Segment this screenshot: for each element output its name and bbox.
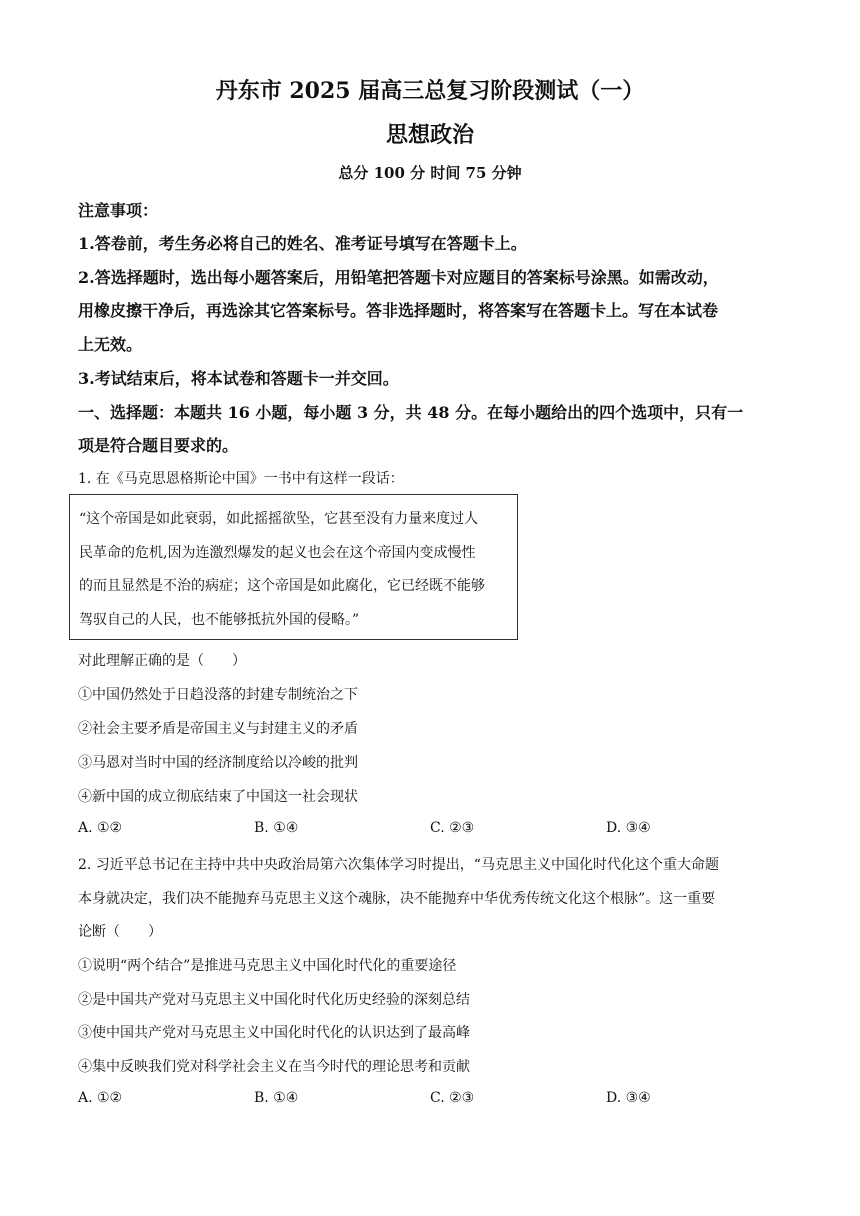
option-c[interactable]: C. ②③: [430, 820, 475, 836]
notice-line: 3.考试结束后，将本试卷和答题卡一并交回。: [78, 369, 399, 388]
option-d[interactable]: D. ③④: [606, 1090, 651, 1106]
subject-title: 思想政治: [385, 122, 474, 148]
section-heading: 项是符合题目要求的。: [78, 436, 239, 455]
quote-line: “这个帝国是如此衰弱，如此摇摇欲坠，它甚至没有力量来度过人: [79, 511, 479, 527]
notice-heading: 注意事项：: [78, 201, 159, 220]
exam-title: 丹东市 2025 届高三总复习阶段测试（一）: [215, 78, 645, 104]
question-1-item: ④新中国的成立彻底结束了中国这一社会现状: [78, 789, 358, 805]
notice-line: 上无效。: [78, 335, 143, 354]
question-2-stem: 论断（ ）: [78, 924, 162, 940]
notice-line: 用橡皮擦干净后，再选涂其它答案标号。答非选择题时，将答案写在答题卡上。写在本试卷: [78, 301, 719, 320]
question-2-item: ④集中反映我们党对科学社会主义在当今时代的理论思考和贡献: [78, 1059, 470, 1075]
question-2-item: ①说明“两个结合”是推进马克思主义中国化时代化的重要途径: [78, 958, 457, 974]
option-c[interactable]: C. ②③: [430, 1090, 475, 1106]
notice-line: 1.答卷前，考生务必将自己的姓名、准考证号填写在答题卡上。: [78, 234, 527, 253]
option-a[interactable]: A. ①②: [78, 1090, 123, 1106]
option-d[interactable]: D. ③④: [606, 820, 651, 836]
quote-line: 驾驭自己的人民，也不能够抵抗外国的侵略。”: [79, 612, 360, 628]
question-1-options: [78, 820, 778, 840]
question-2-options: [78, 1090, 778, 1110]
option-a[interactable]: A. ①②: [78, 820, 123, 836]
option-b[interactable]: B. ①④: [254, 1090, 299, 1106]
section-heading: 一、选择题：本题共 16 小题，每小题 3 分，共 48 分。在每小题给出的四个选项中，只有一: [78, 403, 744, 422]
question-2-item: ③使中国共产党对马克思主义中国化时代化的认识达到了最高峰: [78, 1025, 470, 1041]
question-1-stem: 1. 在《马克思恩格斯论中国》一书中有这样一段话：: [78, 471, 404, 487]
question-1-item: ③马恩对当时中国的经济制度给以冷峻的批判: [78, 755, 358, 771]
question-1-item: ①中国仍然处于日趋没落的封建专制统治之下: [78, 687, 358, 703]
quote-line: 民革命的危机,因为连激烈爆发的起义也会在这个帝国内变成慢性: [79, 545, 476, 561]
notice-line: 2.答选择题时，选出每小题答案后，用铅笔把答题卡对应题目的答案标号涂黑。如需改动，: [78, 268, 719, 287]
question-1-ask: 对此理解正确的是（ ）: [78, 653, 246, 669]
question-2-stem: 2. 习近平总书记在主持中共中央政治局第六次集体学习时提出，“马克思主义中国化时代化这个重大命题: [78, 857, 719, 873]
exam-meta: 总分 100 分 时间 75 分钟: [338, 164, 522, 182]
question-1-item: ②社会主要矛盾是帝国主义与封建主义的矛盾: [78, 721, 358, 737]
question-2-item: ②是中国共产党对马克思主义中国化时代化历史经验的深刻总结: [78, 992, 470, 1008]
quote-line: 的而且显然是不治的病症；这个帝国是如此腐化，它已经既不能够: [79, 578, 485, 594]
question-2-stem: 本身就决定，我们决不能抛弃马克思主义这个魂脉，决不能抛弃中华优秀传统文化这个根脉”。这一重要: [78, 891, 716, 907]
option-b[interactable]: B. ①④: [254, 820, 299, 836]
